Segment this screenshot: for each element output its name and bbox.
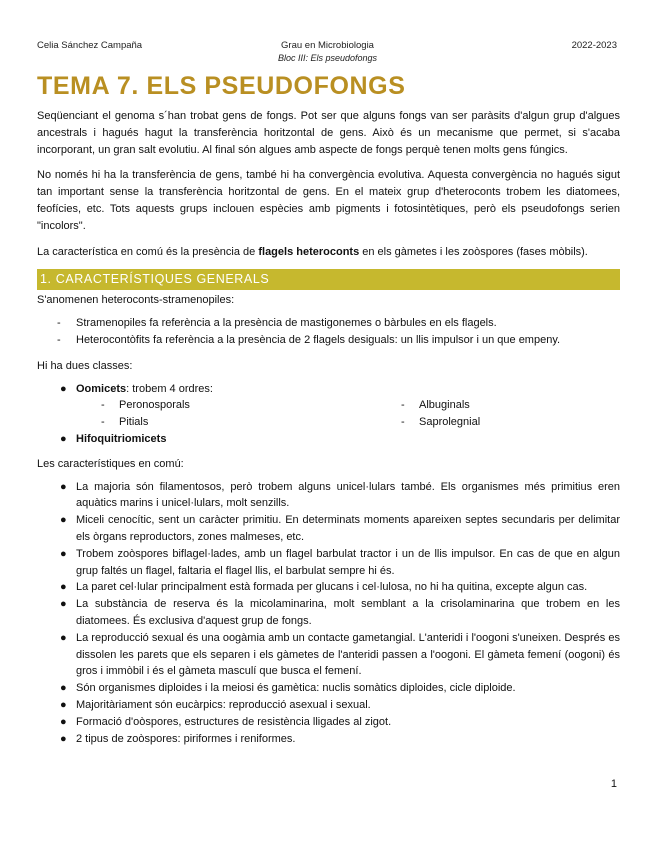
bullet-icon: ● xyxy=(60,682,67,695)
order-item xyxy=(76,414,376,431)
bullet-icon: ● xyxy=(60,432,67,445)
bullet-icon: ● xyxy=(60,715,67,728)
bullet-icon: ● xyxy=(60,598,67,611)
list-item xyxy=(37,512,620,546)
bullet-icon: ● xyxy=(60,382,67,395)
common-item-text: Són organismes diploides i la meiosi és gamètica: nuclis somàtics diploides, cicle diploide. xyxy=(76,682,516,695)
list-item xyxy=(37,714,620,731)
intro-p3-bold: flagels heteroconts xyxy=(258,245,360,258)
bullet-icon: ● xyxy=(60,547,67,560)
common-item-text: Majoritàriament són eucàrpics: reproducció asexual i sexual. xyxy=(76,698,371,711)
list-item xyxy=(37,697,620,714)
list-item xyxy=(37,381,620,431)
dash-marker: - xyxy=(401,399,405,412)
header-course xyxy=(0,40,655,64)
dash-marker: - xyxy=(57,333,61,346)
intro-p3-after: en els gàmetes i les zoòspores (fases mòbils). xyxy=(359,245,588,258)
bullet-icon: ● xyxy=(60,480,67,493)
orders-grid xyxy=(76,397,620,431)
header-author: Celia Sánchez Campaña xyxy=(37,40,143,51)
order-item xyxy=(76,397,376,414)
common-item-text: Trobem zoòspores biflagel·lades, amb un flagel barbulat tractor i un de llis impulsor. En cas de que en algun grup faltés un flagel, faltaria el flagel llis, el barbulat sempre hi és. xyxy=(76,547,620,577)
list-item xyxy=(37,315,620,332)
common-item-text: 2 tipus de zoòspores: piriformes i reniformes. xyxy=(76,732,296,745)
bullet-icon: ● xyxy=(60,581,67,594)
page-title: TEMA 7. ELS PSEUDOFONGS xyxy=(37,72,406,100)
class2-name: Hifoquitriomicets xyxy=(76,432,167,445)
list-item xyxy=(37,680,620,697)
dash-item-text: Stramenopiles fa referència a la presència de mastigonemes o bàrbules en els flagels. xyxy=(76,317,497,330)
order-item xyxy=(376,397,576,414)
bullet-icon: ● xyxy=(60,698,67,711)
dash-list xyxy=(37,315,620,349)
common-item-text: La substància de reserva és la micolaminarina, molt semblant a la crisolaminarina que trobem en les diatomees. És exclusiva d'aquest grup de fongs. xyxy=(76,598,620,627)
page-number: 1 xyxy=(610,778,617,790)
intro-paragraph-2: No només hi ha la transferència de gens, també hi ha convergència evolutiva. Aquesta convergència no hagués sigut tan important sense la transferència horitzontal de gens. En el mateix grup d'heteroconts trobem les diatomees, feofícies, etc. Tots aquests grups inclouen espècies amb pigments i fotosintètiques, però els pseudofongs serien "incolors". xyxy=(37,169,620,232)
common-item-text: La reproducció sexual és una oogàmia amb un contacte gametangial. L'anteridi i l'oogoni s'uneixen. Després es dissolen les parets que els separen i els gàmetes de l'anteridi passen a l'oogoni. El gàmeta femení (oogoni) és gros i immòbil i és el gàmeta masculí que busca el femení. xyxy=(76,631,620,678)
dash-marker: - xyxy=(101,399,105,412)
common-item-text: Formació d'oòspores, estructures de resistència lligades al zigot. xyxy=(76,715,392,728)
main-content xyxy=(37,108,620,752)
bullet-icon: ● xyxy=(60,514,67,527)
list-item xyxy=(37,731,620,748)
intro-paragraph-3 xyxy=(37,244,620,261)
list-item xyxy=(37,579,620,596)
class1-rest: : trobem 4 ordres: xyxy=(126,382,213,395)
section-heading: 1. CARACTERÍSTIQUES GENERALS xyxy=(37,269,620,290)
common-list xyxy=(37,479,620,748)
common-intro: Les característiques en comú: xyxy=(37,457,184,470)
dash-marker: - xyxy=(101,416,105,429)
list-item xyxy=(37,431,620,448)
intro-paragraph-1: Seqüenciant el genoma s´han trobat gens de fongs. Pot ser que alguns fongs van ser paràsits d'algun grup d'algues ancestrals i hagués hagut la transferència horitzontal de gens. Això és un mecanisme que permet, si s'acaba incorporant, un gran salt evolutiu. Al final són algues amb aspecte de fongs perquè tenen molts gens fúngics. xyxy=(37,110,620,156)
list-item xyxy=(37,630,620,680)
order-name: Pitials xyxy=(119,416,149,429)
list-item xyxy=(37,479,620,513)
order-name: Albuginals xyxy=(419,399,470,412)
order-name: Saprolegnial xyxy=(419,416,481,429)
bullet-icon: ● xyxy=(60,631,67,644)
common-item-text: La paret cel·lular principalment està formada per glucans i cel·lulosa, no hi ha quitina, excepte algun cas. xyxy=(76,581,588,594)
intro-p3-before: La característica en comú és la presència de xyxy=(37,245,259,258)
common-item-text: La majoria són filamentosos, però trobem alguns unicel·lulars també. Els organismes més primitius eren aquàtics marins i unicel·lulars, molt senzills. xyxy=(76,480,620,510)
header-course-title: Grau en Microbiologia xyxy=(281,40,374,51)
class1-name: Oomicets xyxy=(76,382,127,395)
list-item xyxy=(37,546,620,580)
classes-list xyxy=(37,381,620,448)
order-item xyxy=(376,414,576,431)
dash-item-text: Heterocontòfits fa referència a la presència de 2 flagels desiguals: un llis impulsor i un que empeny. xyxy=(76,333,561,346)
header-year: 2022-2023 xyxy=(571,40,617,51)
dash-marker: - xyxy=(57,317,61,330)
order-name: Peronosporals xyxy=(119,399,190,412)
section-intro: S'anomenen heteroconts-stramenopiles: xyxy=(37,294,235,307)
header-subtitle: Bloc III: Els pseudofongs xyxy=(277,53,378,63)
dash-marker: - xyxy=(401,416,405,429)
classes-intro: Hi ha dues classes: xyxy=(37,359,133,372)
list-item xyxy=(37,596,620,630)
common-item-text: Miceli cenocític, sent un caràcter primitiu. En determinats moments apareixen septes secundaris per delimitar els òrgans reproductors, zones malmeses, etc. xyxy=(76,514,620,543)
list-item xyxy=(37,332,620,349)
bullet-icon: ● xyxy=(60,732,67,745)
